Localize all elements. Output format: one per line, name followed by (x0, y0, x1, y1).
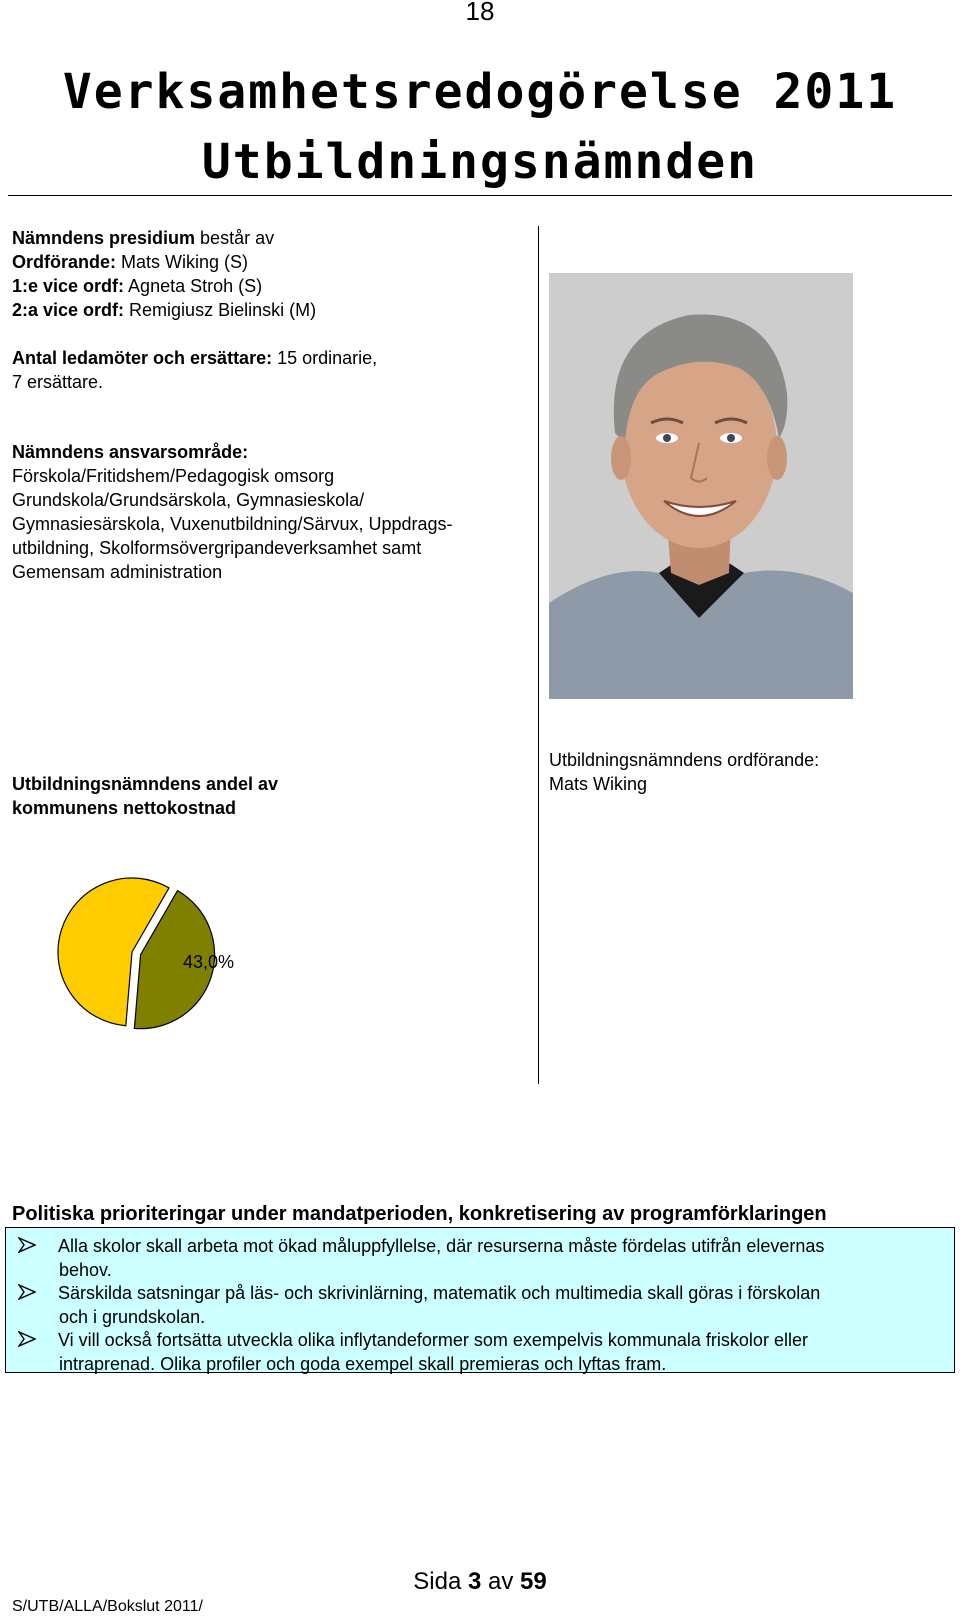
title-divider (8, 195, 952, 196)
presidium-block (12, 226, 522, 322)
responsibility-line: Gemensam administration (12, 562, 223, 582)
priority-item-line2: intraprenad. Olika profiler och goda exempel skall premieras och lyftas fram. (59, 1354, 667, 1374)
column-divider (538, 226, 539, 1084)
priority-item (18, 1281, 948, 1329)
footer-page-current: 3 (467, 1568, 482, 1595)
priority-item-line1: Alla skolor skall arbeta mot ökad måluppfyllelse, där resurserna måste fördelas utifrån elevernas (58, 1236, 825, 1256)
page-number: 18 (465, 0, 495, 26)
footer-page-middle: av (481, 1568, 521, 1595)
priorities-heading: Politiska prioriteringar under mandatperioden, konkretisering av programförklaringen (12, 1203, 827, 1225)
footer-path: S/UTB/ALLA/Bokslut 2011/ (12, 1598, 203, 1615)
responsibility-block (12, 440, 532, 584)
chart-title-line2: kommunens nettokostnad (12, 798, 237, 818)
responsibility-line: Grundskola/Grundsärskola, Gymnasieskola/ (12, 490, 365, 510)
chair-line (12, 250, 522, 274)
responsibility-line: Förskola/Fritidshem/Pedagogisk omsorg (12, 466, 335, 486)
pie-slice-label: 43,0% (183, 952, 235, 972)
page-title-line2: Utbildningsnämnden (201, 134, 759, 190)
arrow-bullet-icon (18, 1331, 36, 1347)
priority-item-line2: behov. (59, 1260, 112, 1280)
page-title-line1: Verksamhetsredogörelse 2011 (62, 64, 898, 120)
responsibility-heading: Nämndens ansvarsområde: (12, 442, 249, 462)
vice2-value: Remigiusz Bielinski (M) (124, 300, 317, 320)
footer-page-prefix: Sida (413, 1568, 468, 1595)
members-block (12, 346, 522, 394)
members-line1 (12, 346, 522, 370)
vice1-label: 1:e vice ordf: (12, 276, 125, 296)
footer-page-total: 59 (520, 1568, 547, 1595)
net-cost-pie-chart (50, 870, 290, 1030)
arrow-bullet-icon (18, 1237, 36, 1253)
chair-label: Ordförande: (12, 252, 117, 272)
chart-title (12, 772, 512, 820)
priority-item (18, 1234, 948, 1282)
arrow-bullet-icon (18, 1284, 36, 1300)
chair-portrait-photo (549, 273, 853, 699)
chair-value: Mats Wiking (S) (116, 252, 249, 272)
responsibility-line: utbildning, Skolformsövergripandeverksamhet samt (12, 538, 422, 558)
footer-page-indicator (0, 1568, 960, 1596)
responsibility-line: Gymnasiesärskola, Vuxenutbildning/Särvux, Uppdrags- (12, 514, 453, 534)
vice1-value: Agneta Stroh (S) (124, 276, 263, 296)
priority-item-line1: Vi vill också fortsätta utveckla olika inflytandeformer som exempelvis kommunala friskolor eller (58, 1330, 808, 1350)
vice2-label: 2:a vice ordf: (12, 300, 125, 320)
priority-item-line2: och i grundskolan. (59, 1307, 206, 1327)
chart-title-line1: Utbildningsnämndens andel av (12, 774, 279, 794)
photo-caption-line2: Mats Wiking (549, 774, 648, 794)
vice1-line (12, 274, 522, 298)
priorities-box (5, 1227, 955, 1373)
members-line2: 7 ersättare. (12, 372, 104, 392)
presidium-intro-rest: består av (195, 228, 275, 248)
photo-caption (549, 748, 949, 796)
priority-item-line1: Särskilda satsningar på läs- och skrivinlärning, matematik och multimedia skall göras i förskolan (58, 1283, 821, 1303)
vice2-line (12, 298, 522, 322)
presidium-intro (12, 226, 522, 250)
presidium-intro-bold: Nämndens presidium (12, 228, 196, 248)
priority-item (18, 1328, 948, 1376)
photo-caption-line1: Utbildningsnämndens ordförande: (549, 750, 820, 770)
members-value-line1: 15 ordinarie, (272, 348, 378, 368)
members-label: Antal ledamöter och ersättare: (12, 348, 273, 368)
